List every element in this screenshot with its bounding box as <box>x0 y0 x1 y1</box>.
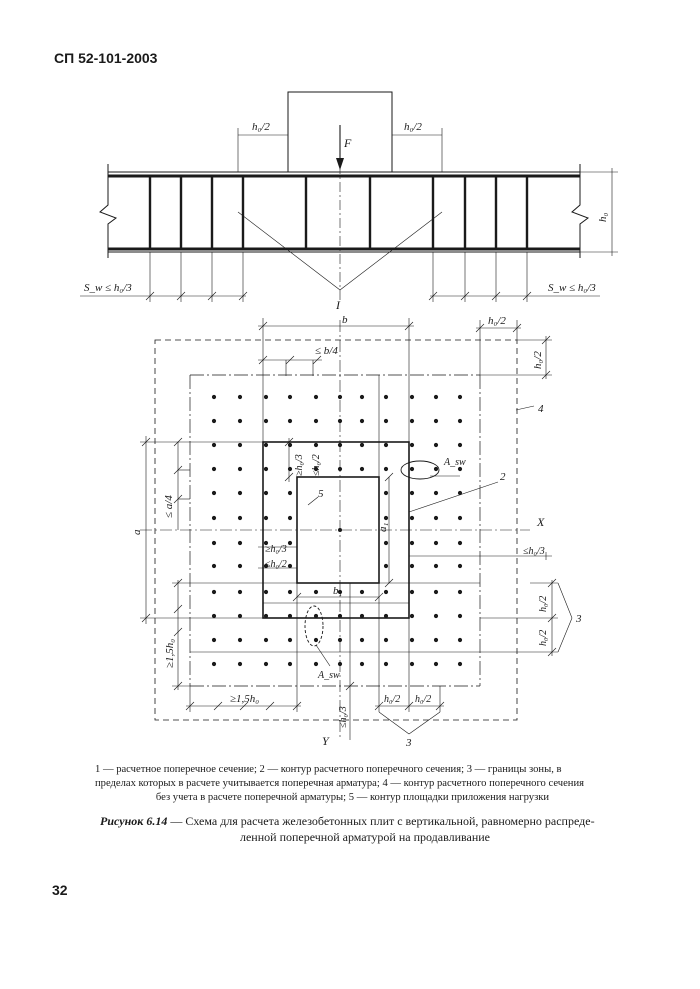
rebar-dot <box>410 541 414 545</box>
plan-le-h0-2-mid: ≤h₀/2 <box>265 559 287 570</box>
rebar-dot <box>314 638 318 642</box>
rebar-dot <box>264 614 268 618</box>
sw-left-label: S_w ≤ h₀/3 <box>84 282 132 294</box>
rebar-dot <box>288 516 292 520</box>
plan-axis-x: X <box>537 515 545 529</box>
rebar-dot <box>458 491 462 495</box>
slab-section <box>80 92 618 302</box>
asw-top-ellipse <box>401 461 439 479</box>
stirrups <box>150 176 527 249</box>
rebar-dot <box>264 395 268 399</box>
plan-h0-half-bottom-2: h₀/2 <box>415 694 432 705</box>
plan-ge-15h0-bottom: ≥1,5h₀ <box>230 693 260 705</box>
plan-le-b4: ≤ b/4 <box>315 345 338 357</box>
plan-view <box>140 318 572 740</box>
rebar-dot <box>360 467 364 471</box>
rebar-dot <box>458 638 462 642</box>
plan-asw-top: A_sw <box>444 457 466 468</box>
rebar-dot <box>384 590 388 594</box>
dimension-b <box>258 318 414 442</box>
rebar-dot <box>384 614 388 618</box>
rebar-dot <box>384 419 388 423</box>
top-right-h0-dims <box>476 320 552 379</box>
rebar-dot <box>458 419 462 423</box>
rebar-dot <box>458 516 462 520</box>
rebar-dot <box>238 564 242 568</box>
rebar-dot <box>338 395 342 399</box>
rebar-dot <box>384 541 388 545</box>
rebar-dot <box>434 419 438 423</box>
rebar-dot <box>384 662 388 666</box>
rebar-dot <box>314 443 318 447</box>
rebar-dot <box>384 395 388 399</box>
rebar-dot <box>360 443 364 447</box>
rebar-dot <box>410 614 414 618</box>
rebar-dot <box>410 443 414 447</box>
rebar-dot <box>288 564 292 568</box>
rebar-dot <box>458 443 462 447</box>
rebar-dot <box>314 662 318 666</box>
rebar-dot <box>458 395 462 399</box>
rebar-dot <box>410 662 414 666</box>
rebar-dot <box>264 491 268 495</box>
rebar-dot <box>434 516 438 520</box>
rebar-dot <box>458 564 462 568</box>
rebar-dot <box>384 638 388 642</box>
section-h0-half-left: h₀/2 <box>252 121 270 133</box>
rebar-dot <box>264 590 268 594</box>
rebar-dot <box>458 590 462 594</box>
rebar-dot <box>288 443 292 447</box>
section-mark-I: I <box>336 298 340 312</box>
rebar-dot <box>434 564 438 568</box>
rebar-dot <box>238 662 242 666</box>
rebar-dot <box>384 491 388 495</box>
rebar-dot <box>264 638 268 642</box>
rebar-dot <box>238 590 242 594</box>
rebar-dot <box>288 395 292 399</box>
rebar-dot <box>384 443 388 447</box>
plan-label-3-right: 3 <box>576 613 582 625</box>
plan-le-h0-3-bottom: ≤h₀/3 <box>338 706 349 728</box>
page-number: 32 <box>52 882 68 898</box>
reinforcement-dots <box>212 395 462 666</box>
rebar-dot <box>238 443 242 447</box>
rebar-dot <box>264 467 268 471</box>
rebar-dot <box>288 467 292 471</box>
rebar-dot <box>338 443 342 447</box>
rebar-dot <box>338 638 342 642</box>
plan-label-2: 2 <box>500 471 506 483</box>
rebar-dot <box>434 590 438 594</box>
rebar-dot <box>238 467 242 471</box>
rebar-dot <box>212 516 216 520</box>
rebar-dot <box>458 662 462 666</box>
rebar-dot <box>212 395 216 399</box>
legend-line-3: без учета в расчете поперечной арматуры; 5 — контур площадки приложения нагрузки <box>155 792 550 803</box>
plan-h0-half-top: h₀/2 <box>488 315 506 327</box>
rebar-dot <box>410 491 414 495</box>
plan-ge-h0-3: ≥h₀/3 <box>294 454 305 476</box>
rebar-dot <box>384 467 388 471</box>
center-dot <box>338 528 342 532</box>
plan-b-label: b <box>342 314 348 326</box>
rebar-dot <box>238 638 242 642</box>
rebar-dot <box>434 662 438 666</box>
rebar-dot <box>238 614 242 618</box>
rebar-dot <box>288 590 292 594</box>
rebar-dot <box>384 564 388 568</box>
rebar-dot <box>458 614 462 618</box>
rebar-dot <box>410 395 414 399</box>
rebar-dot <box>410 590 414 594</box>
rebar-dot <box>212 491 216 495</box>
rebar-dot <box>410 564 414 568</box>
caption-text-2: ленной поперечной арматурой на продавливание <box>239 830 490 844</box>
document-code: СП 52-101-2003 <box>54 50 158 66</box>
rebar-dot <box>314 395 318 399</box>
rebar-dot <box>410 516 414 520</box>
rebar-dot <box>212 443 216 447</box>
rebar-dot <box>410 638 414 642</box>
rebar-dot <box>264 443 268 447</box>
rebar-dot <box>434 443 438 447</box>
plan-a1-label: a₁ <box>377 522 389 532</box>
rebar-dot <box>288 541 292 545</box>
force-label: F <box>344 136 352 150</box>
rebar-dot <box>288 419 292 423</box>
plan-le-h0-3-right: ≤h₀/3 <box>523 546 545 557</box>
inner-a1-b1-dims <box>293 473 393 601</box>
rebar-dot <box>238 491 242 495</box>
rebar-dot <box>314 614 318 618</box>
dimension-15h0-left <box>172 579 190 690</box>
rebar-dot <box>360 662 364 666</box>
rebar-dot <box>338 662 342 666</box>
plan-ge-15h0-left: ≥1,5h₀ <box>164 638 176 668</box>
rebar-dot <box>288 491 292 495</box>
rebar-dot <box>212 638 216 642</box>
rebar-dot <box>314 590 318 594</box>
plan-a-label: a <box>131 529 143 535</box>
rebar-dot <box>360 590 364 594</box>
rebar-dot <box>212 564 216 568</box>
caption-text-1: — Схема для расчета железобетонных плит с вертикальной, равномерно распреде- <box>167 814 595 828</box>
rebar-dot <box>238 419 242 423</box>
rebar-dot <box>360 395 364 399</box>
inner-reference-lines <box>190 375 480 652</box>
rebar-dot <box>212 590 216 594</box>
rebar-dot <box>238 516 242 520</box>
rebar-dot <box>212 467 216 471</box>
rebar-dot <box>338 614 342 618</box>
plan-axis-y: Y <box>322 734 329 748</box>
plan-le-h0-2-top: ≤h₀/2 <box>311 454 322 476</box>
plan-h0-half-right-top: h₀/2 <box>532 351 544 369</box>
rebar-dot <box>384 516 388 520</box>
rebar-dot <box>410 467 414 471</box>
legend-line-2: пределах которых в расчете учитывается поперечная арматура; 4 — контур расчетного поперечного сечения <box>95 778 585 789</box>
figure-caption <box>100 813 620 845</box>
rebar-dot <box>434 638 438 642</box>
rebar-dot <box>212 614 216 618</box>
rebar-dot <box>360 419 364 423</box>
rebar-dot <box>264 516 268 520</box>
rebar-dot <box>314 419 318 423</box>
rebar-dot <box>360 614 364 618</box>
sw-right-label: S_w ≤ h₀/3 <box>548 282 596 294</box>
rebar-dot <box>264 419 268 423</box>
figure-legend <box>95 763 610 805</box>
rebar-dot <box>338 419 342 423</box>
rebar-dot <box>410 419 414 423</box>
plan-label-4: 4 <box>538 403 544 415</box>
rebar-dot <box>238 541 242 545</box>
section-h0-label: h₀ <box>597 212 609 222</box>
rebar-dot <box>434 491 438 495</box>
plan-h0-half-right-2: h₀/2 <box>538 629 549 646</box>
rebar-dot <box>434 467 438 471</box>
rebar-dot <box>458 541 462 545</box>
plan-label-5: 5 <box>318 488 324 500</box>
plan-ge-h0-3-mid: ≥h₀/3 <box>265 544 287 555</box>
plan-label-3-bottom: 3 <box>406 737 412 749</box>
plan-le-a4: ≤ a/4 <box>163 495 175 518</box>
rebar-dot <box>434 395 438 399</box>
rebar-dot <box>212 419 216 423</box>
plan-b1-label: b₁ <box>333 585 343 597</box>
caption-label: Рисунок 6.14 <box>100 814 168 828</box>
rebar-dot <box>238 395 242 399</box>
rebar-dot <box>264 662 268 666</box>
rebar-dot <box>434 541 438 545</box>
force-arrow <box>336 125 344 170</box>
rebar-dot <box>288 638 292 642</box>
rebar-dot <box>212 541 216 545</box>
rebar-dot <box>338 467 342 471</box>
rebar-dot <box>212 662 216 666</box>
legend-line-1: 1 — расчетное поперечное сечение; 2 — контур расчетного поперечного сечения; 3 — границы зоны, в <box>95 764 562 775</box>
section-h0-half-right: h₀/2 <box>404 121 422 133</box>
plan-asw-bottom: A_sw <box>318 670 340 681</box>
rebar-dot <box>288 614 292 618</box>
rebar-dot <box>360 638 364 642</box>
plan-h0-half-right-1: h₀/2 <box>538 595 549 612</box>
right-h0-dimension <box>580 168 618 256</box>
rebar-dot <box>288 662 292 666</box>
plan-h0-half-bottom-1: h₀/2 <box>384 694 401 705</box>
rebar-dot <box>434 614 438 618</box>
